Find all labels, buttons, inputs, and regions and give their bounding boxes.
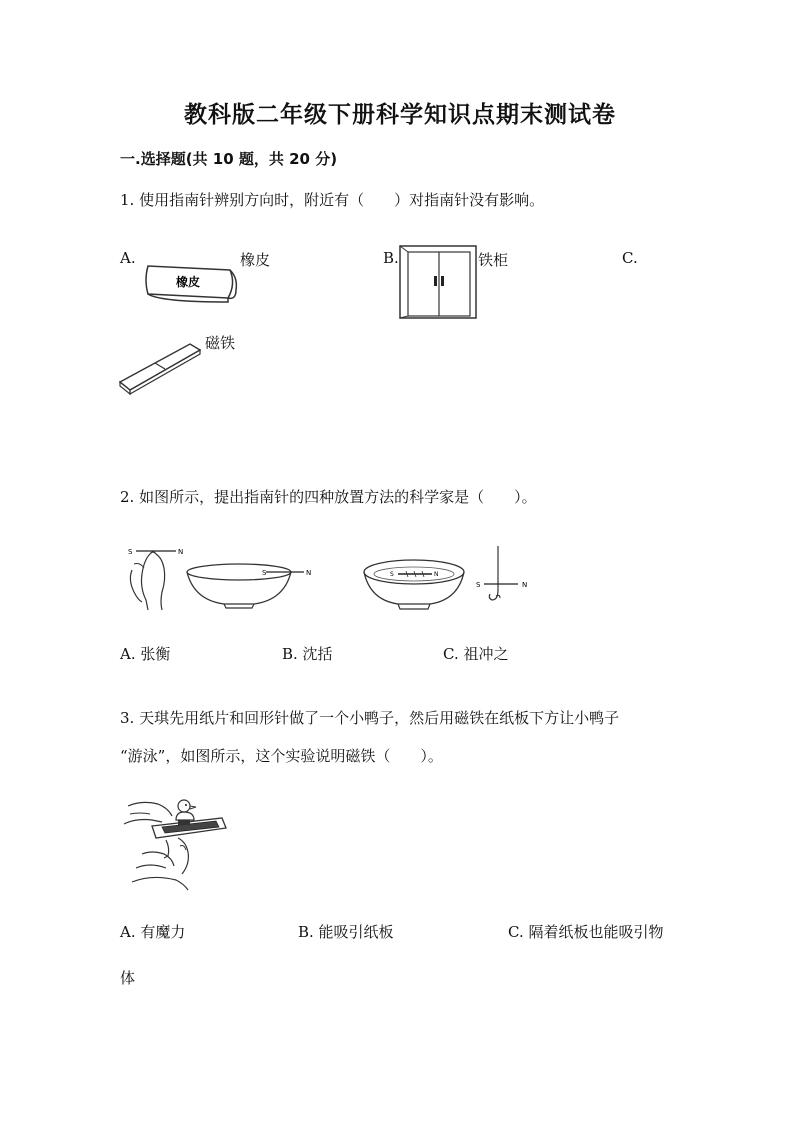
- fingernail-compass-figure: [126, 540, 186, 612]
- iron-cabinet-icon: [398, 244, 478, 320]
- svg-text:N: N: [306, 569, 312, 577]
- water-bowl-compass-figure: [362, 556, 466, 612]
- q3-option-b: B. 能吸引纸板: [298, 923, 394, 941]
- bar-magnet-icon: [118, 338, 208, 396]
- q3-option-c: C. 隔着纸板也能吸引物: [508, 923, 664, 941]
- svg-text:N: N: [522, 581, 528, 589]
- question-1-stem: 1. 使用指南针辨别方向时，附近有（ ）对指南针没有影响。: [120, 191, 545, 209]
- paper-duck-magnet-figure: [122, 796, 234, 892]
- q2-option-c: C. 祖冲之: [443, 645, 509, 663]
- eraser-icon-text: 橡皮: [175, 275, 201, 289]
- q1-option-a-letter: A.: [120, 249, 136, 267]
- svg-text:N: N: [434, 571, 439, 578]
- svg-text:S: S: [476, 581, 481, 589]
- eraser-icon: [140, 260, 240, 304]
- q2-option-a: A. 张衡: [120, 645, 171, 663]
- question-2-stem: 2. 如图所示，提出指南针的四种放置方法的科学家是（ ）。: [120, 488, 537, 506]
- q3-option-c-wrap: 体: [120, 969, 136, 987]
- q1-option-b-letter: B.: [383, 249, 399, 267]
- q1-option-a-label: 橡皮: [240, 251, 271, 269]
- q1-option-c-label: 磁铁: [205, 334, 236, 352]
- q1-option-b-label: 铁柜: [478, 251, 509, 269]
- svg-text:S: S: [262, 569, 267, 577]
- svg-text:S: S: [390, 571, 394, 578]
- hanging-needle-compass-figure: [476, 544, 532, 608]
- svg-text:S: S: [128, 548, 133, 556]
- q2-option-b: B. 沈括: [282, 645, 333, 663]
- question-3-stem-line-1: 3. 天琪先用纸片和回形针做了一个小鸭子，然后用磁铁在纸板下方让小鸭子: [120, 709, 620, 727]
- q3-option-a: A. 有魔力: [120, 923, 186, 941]
- svg-text:N: N: [178, 548, 184, 556]
- question-3-stem-line-2: “游泳”，如图所示，这个实验说明磁铁（ ）。: [120, 747, 443, 765]
- bowl-rim-compass-figure: [184, 560, 314, 612]
- section-heading: 一.选择题(共 10 题，共 20 分): [120, 150, 338, 168]
- page-title: 教科版二年级下册科学知识点期末测试卷: [184, 102, 616, 128]
- q1-option-c-letter: C.: [622, 249, 638, 267]
